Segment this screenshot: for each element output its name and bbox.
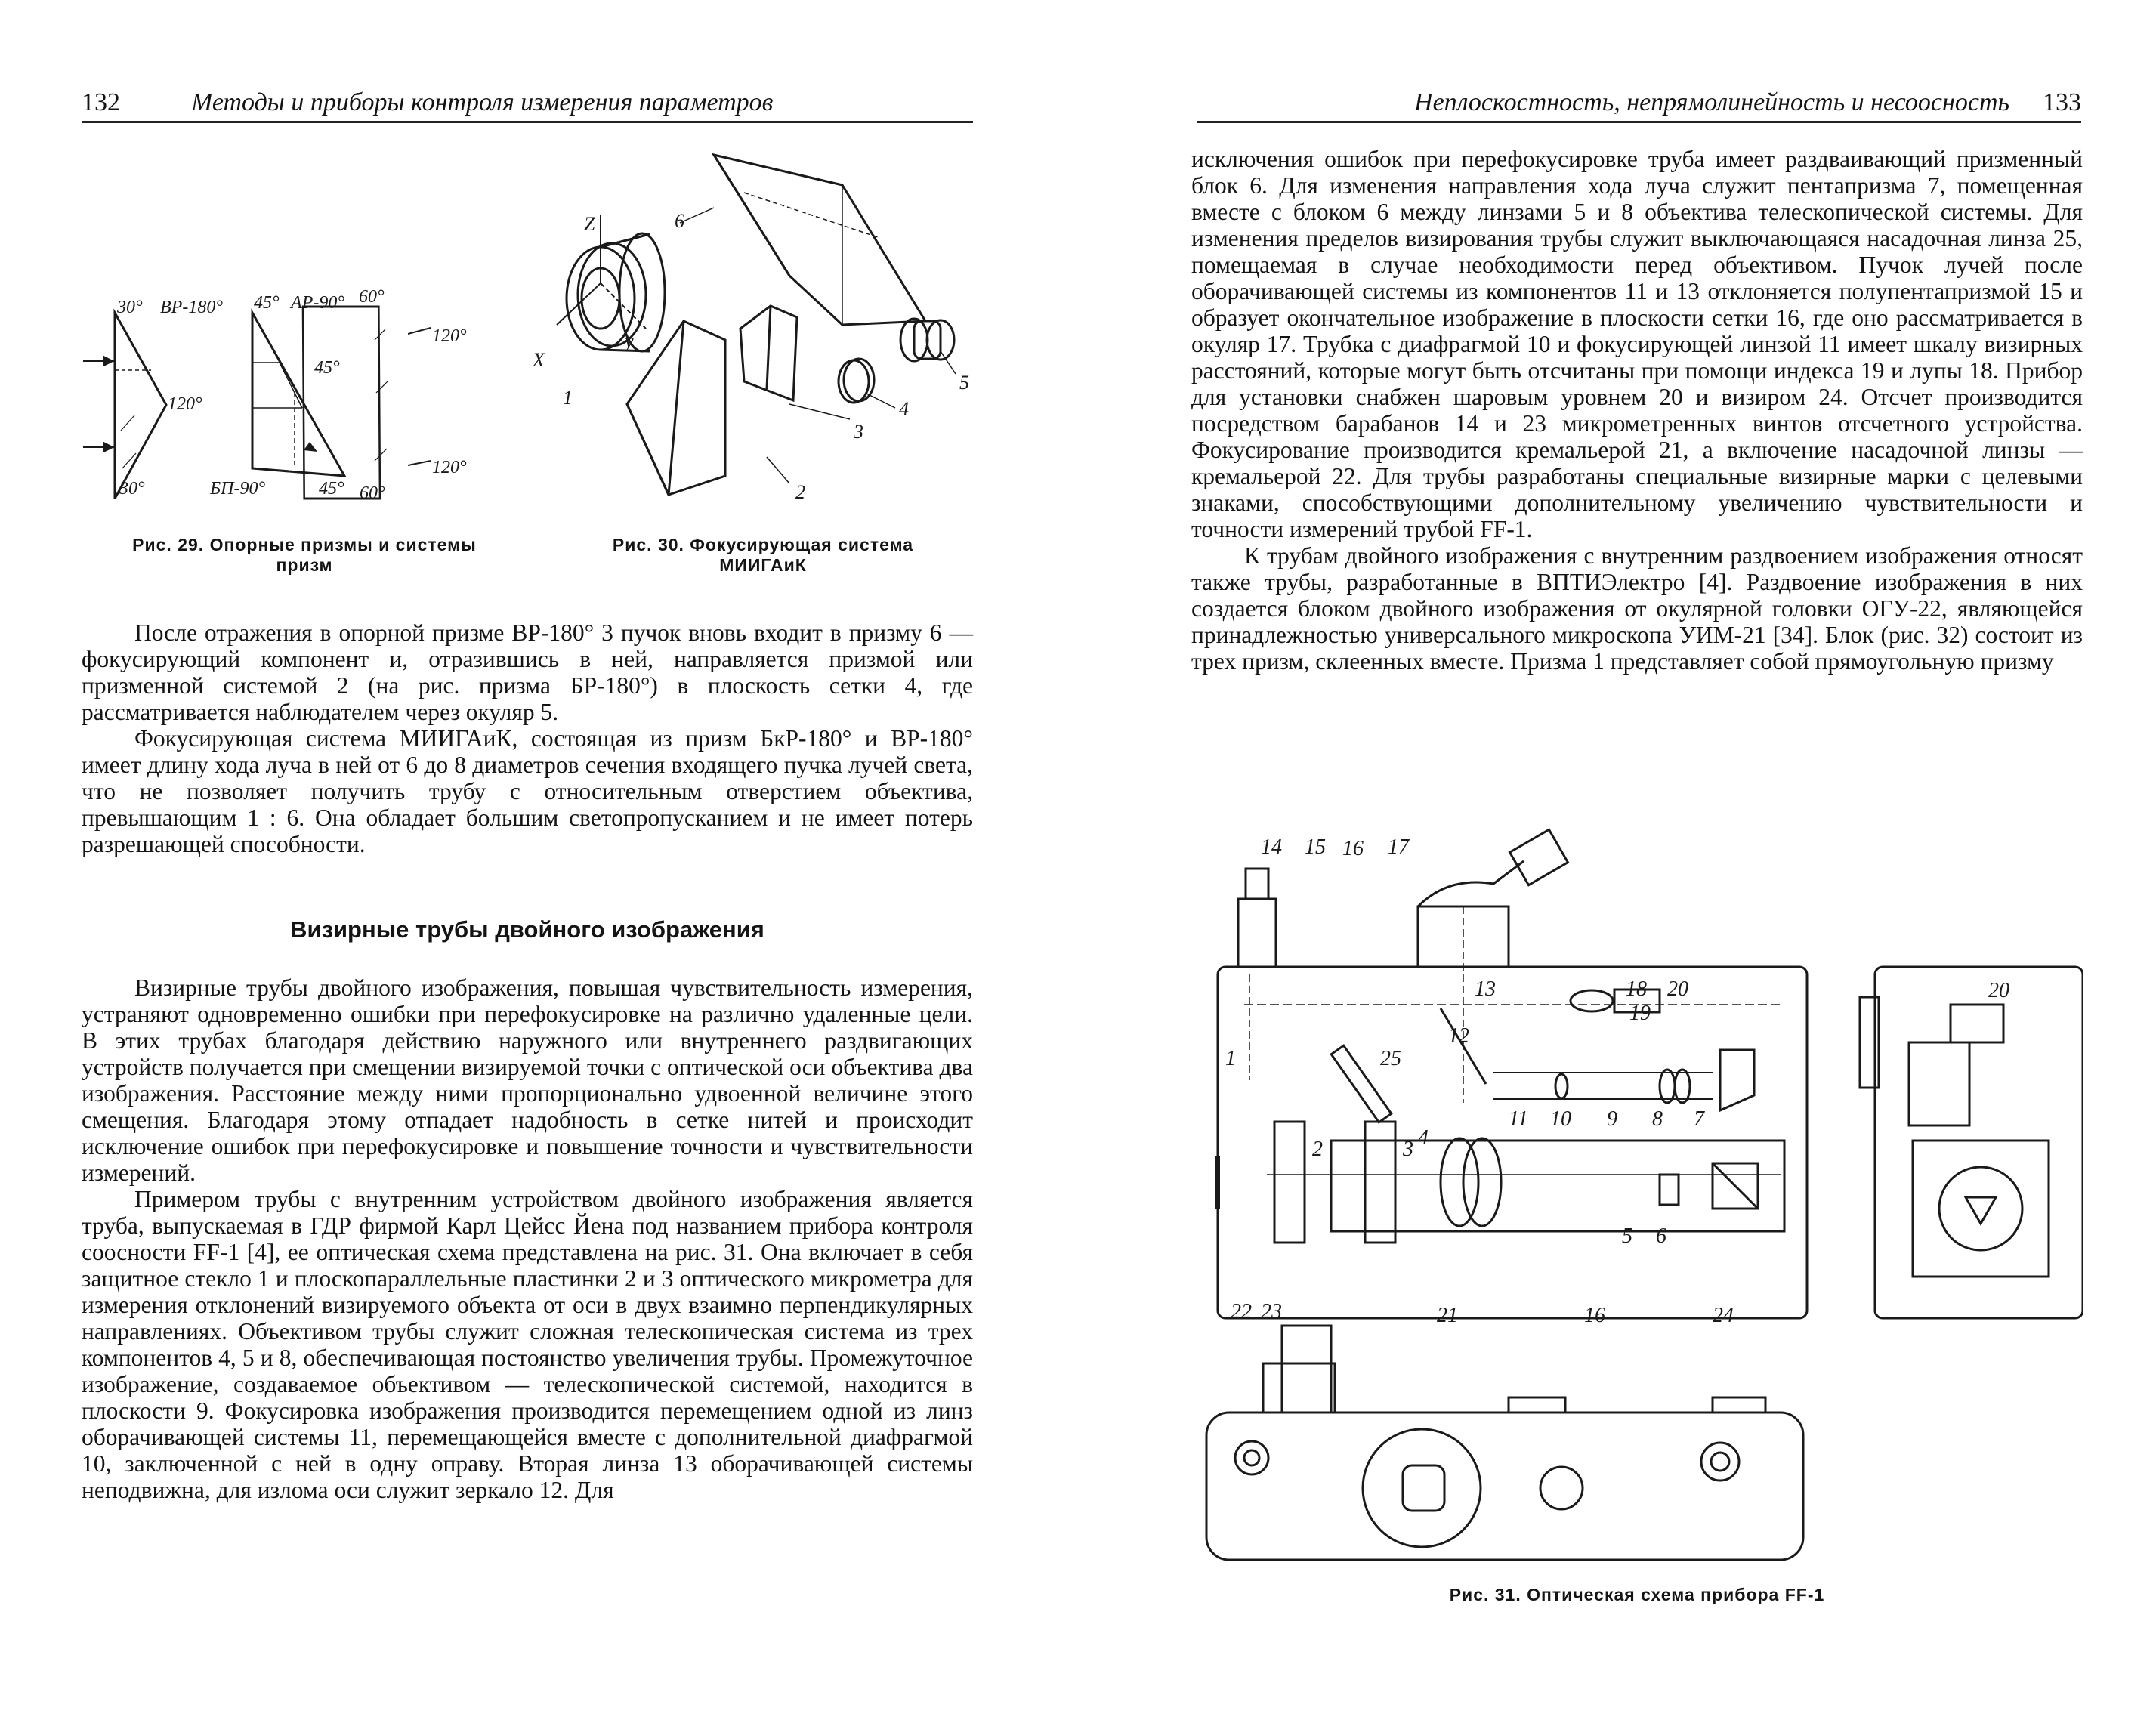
caption-line: МИИГАиК xyxy=(719,555,807,575)
label-5: 5 xyxy=(959,372,969,394)
label-20: 20 xyxy=(1667,977,1688,1001)
label-z: Z xyxy=(584,213,595,235)
figure-29-prisms xyxy=(76,279,393,506)
label-30-bottom: 30° xyxy=(119,479,145,499)
label-6: 6 xyxy=(675,210,684,232)
figure-30-focusing-system xyxy=(517,147,978,517)
label-1: 1 xyxy=(563,387,573,409)
text-block-3 xyxy=(1191,146,2083,675)
label-4: 4 xyxy=(1418,1126,1429,1150)
label-60-top: 60° xyxy=(359,287,385,307)
label-20-side: 20 xyxy=(1988,979,2009,1002)
label-2: 2 xyxy=(795,481,805,503)
label-4: 4 xyxy=(899,398,909,420)
label-15: 15 xyxy=(1305,835,1326,859)
label-11: 11 xyxy=(1509,1107,1528,1131)
paragraph: Примером трубы с внутренним устройством двойного изображения является труба, выпускаемая в ГДР фирмой Карл Цейсс Йена под названием прибора контроля соосности FF-1 [4], ее оптическая схема представлена на рис. 31. Она включает в себя защитное стекло 1 и плоскопараллельные пластинки 2 и 3 оптического микрометра для измерения отклонений визируемого объекта от оси в двух взаимно перпендикулярных направлениях. Объективом трубы служит сложная телескопическая система из трех компонентов 4, 5 и 8, обеспечивающая постоянство увеличения трубы. Промежуточное изображение, создаваемое объективом — телескопической системой, находится в плоскости 9. Фокусировка изображения производится перемещением одной из линз оборачивающей системы 11, перемещающейся вместе с дополнительной диафрагмой 10, заключенной с ней в одну оправу. Вторая линза 13 оборачивающей системы неподвижна, для излома оси служит зеркало 12. Для xyxy=(82,1186,973,1503)
label-10: 10 xyxy=(1550,1107,1571,1131)
paragraph: Фокусирующая система МИИГАиК, состоящая из призм БкР-180° и ВР-180° имеет длину хода луча в ней от 6 до 8 диаметров сечения входящего пучка лучей света, что не позволяет получить трубу с относительным отверстием объектива, превышающим 1 : 6. Она обладает большим светопропусканием и не имеет потерь разрешающей способности. xyxy=(82,725,973,857)
label-25: 25 xyxy=(1380,1047,1401,1070)
paragraph: После отражения в опорной призме ВР-180° 3 пучок вновь входит в призму 6 — фокусирующий компонент и, отразившись в ней, направляется призмой или призменной системой 2 (на рис. призма БР-180°) в плоскость сетки 4, где рассматривается наблюдателем через окуляр 5. xyxy=(82,619,973,725)
section-heading: Визирные трубы двойного изображения xyxy=(290,916,764,943)
figure-29-labels-120 xyxy=(408,317,491,499)
running-title: Методы и приборы контроля измерения параметров xyxy=(191,88,774,116)
label-9: 9 xyxy=(1607,1107,1617,1131)
label-16-bottom: 16 xyxy=(1584,1304,1605,1327)
label-120-a: 120° xyxy=(168,394,202,414)
paragraph: К трубам двойного изображения с внутренним раздвоением изображения относят также трубы, разработанные в ВПТИЭлектро [4]. Раздвоение изображения в них создается блоком двойного изображения от окулярной головки ОГУ-22, являющейся принадлежностью универсального микроскопа УИМ-21 [34]. Блок (рис. 32) состоит из трех призм, склеенных вместе. Призма 1 представляет собой прямоугольную призму xyxy=(1191,542,2083,675)
label-120-c: 120° xyxy=(432,458,467,477)
label-45: 45° xyxy=(254,293,280,313)
label-60-bottom: 60° xyxy=(360,483,385,503)
label-120-b: 120° xyxy=(432,326,467,346)
paragraph: исключения ошибок при перефокусировке труба имеет раздваивающий призменный блок 6. Для изменения направления хода луча служит пентапризма 7, помещенная вместе с блоком 6 между линзами 5 и 8 объектива телескопической системы. Для изменения пределов визирования трубы служит выключающаяся насадочная линза 25, помещаемая в случае необходимости перед объективом. Пучок лучей после оборачивающей системы из компонентов 11 и 13 отклоняется полупентапризмой 15 и образует окончательное изображение в плоскости сетки 16, где оно рассматривается в окуляр 17. Трубка с диафрагмой 10 и фокусирующей линзой 11 имеет шкалу визирных расстояний, которые могут быть отсчитаны при помощи индекса 19 и лупы 18. Прибор для установки снабжен шаровым уровнем 20 и визиром 24. Отсчет производится посредством барабанов 14 и 23 микрометренных винтов отсчетного устройства. Фокусирование производится кремальерой 21, а включение насадочной линзы — кремальерой 22. Для трубы разработаны специальные визирные марки с целевыми знаками, способствующими дополнительному увеличению чувствительности и точности измерений трубой FF-1. xyxy=(1191,146,2083,542)
label-22: 22 xyxy=(1231,1300,1252,1323)
label-14: 14 xyxy=(1261,835,1282,859)
label-24: 24 xyxy=(1713,1304,1734,1327)
label-7: 7 xyxy=(1694,1107,1704,1131)
label-6: 6 xyxy=(1656,1224,1666,1248)
page-number: 133 xyxy=(2043,88,2081,116)
label-13: 13 xyxy=(1475,977,1496,1001)
running-head-left xyxy=(82,85,973,123)
label-12: 12 xyxy=(1448,1024,1469,1048)
label-8: 8 xyxy=(1652,1107,1663,1131)
label-y: y xyxy=(625,330,634,352)
label-23: 23 xyxy=(1261,1300,1282,1323)
caption-line: призм xyxy=(276,555,333,575)
label-5: 5 xyxy=(1622,1224,1632,1248)
label-ap90: АР-90° xyxy=(291,293,344,313)
label-1: 1 xyxy=(1225,1047,1236,1070)
label-45-bottom: 45° xyxy=(319,479,344,499)
label-3: 3 xyxy=(1403,1138,1413,1161)
text-block-2 xyxy=(82,974,973,1503)
label-18: 18 xyxy=(1626,977,1647,1001)
label-x: X xyxy=(533,349,545,371)
running-head-right xyxy=(1197,85,2081,123)
text-block-1 xyxy=(82,619,973,857)
label-bp90: БП-90° xyxy=(210,479,266,499)
caption-line: Рис. 29. Опорные призмы и системы xyxy=(132,535,477,554)
label-2: 2 xyxy=(1312,1138,1323,1161)
figure-30-caption xyxy=(559,535,967,576)
label-16: 16 xyxy=(1342,837,1364,860)
running-title: Неплоскостность, непрямолинейность и несоосность xyxy=(1414,88,2009,116)
label-45-mid: 45° xyxy=(314,358,340,378)
label-17: 17 xyxy=(1388,835,1409,859)
label-21: 21 xyxy=(1437,1304,1458,1327)
figure-29-caption xyxy=(82,535,527,576)
right-page xyxy=(1078,0,2156,1726)
page-number: 132 xyxy=(82,88,120,116)
label-30-top: 30° xyxy=(117,298,143,317)
label-19: 19 xyxy=(1629,1002,1651,1025)
paragraph: Визирные трубы двойного изображения, повышая чувствительность измерения, устраняют одновременно ошибки при перефокусировке на различно удаленные цели. В этих трубах благодаря действию наружного или внутреннего раздвигающих устройств получается при смещении визируемой точки с оптической оси объектива два изображения. Расстояние между ними пропорционально удвоенной величине этого смещения. Благодаря этому отпадает надобность в сетке нитей и происходит исключение ошибок при перефокусировке и повышение точности и чувствительности измерений. xyxy=(82,974,973,1186)
caption-line: Рис. 30. Фокусирующая система xyxy=(612,535,914,554)
label-3: 3 xyxy=(854,421,863,443)
figure-31-optical-scheme xyxy=(1191,823,2083,1564)
figure-31-caption: Рис. 31. Оптическая схема прибора FF-1 xyxy=(1449,1585,1825,1604)
label-bp180: ВР-180° xyxy=(160,298,223,317)
